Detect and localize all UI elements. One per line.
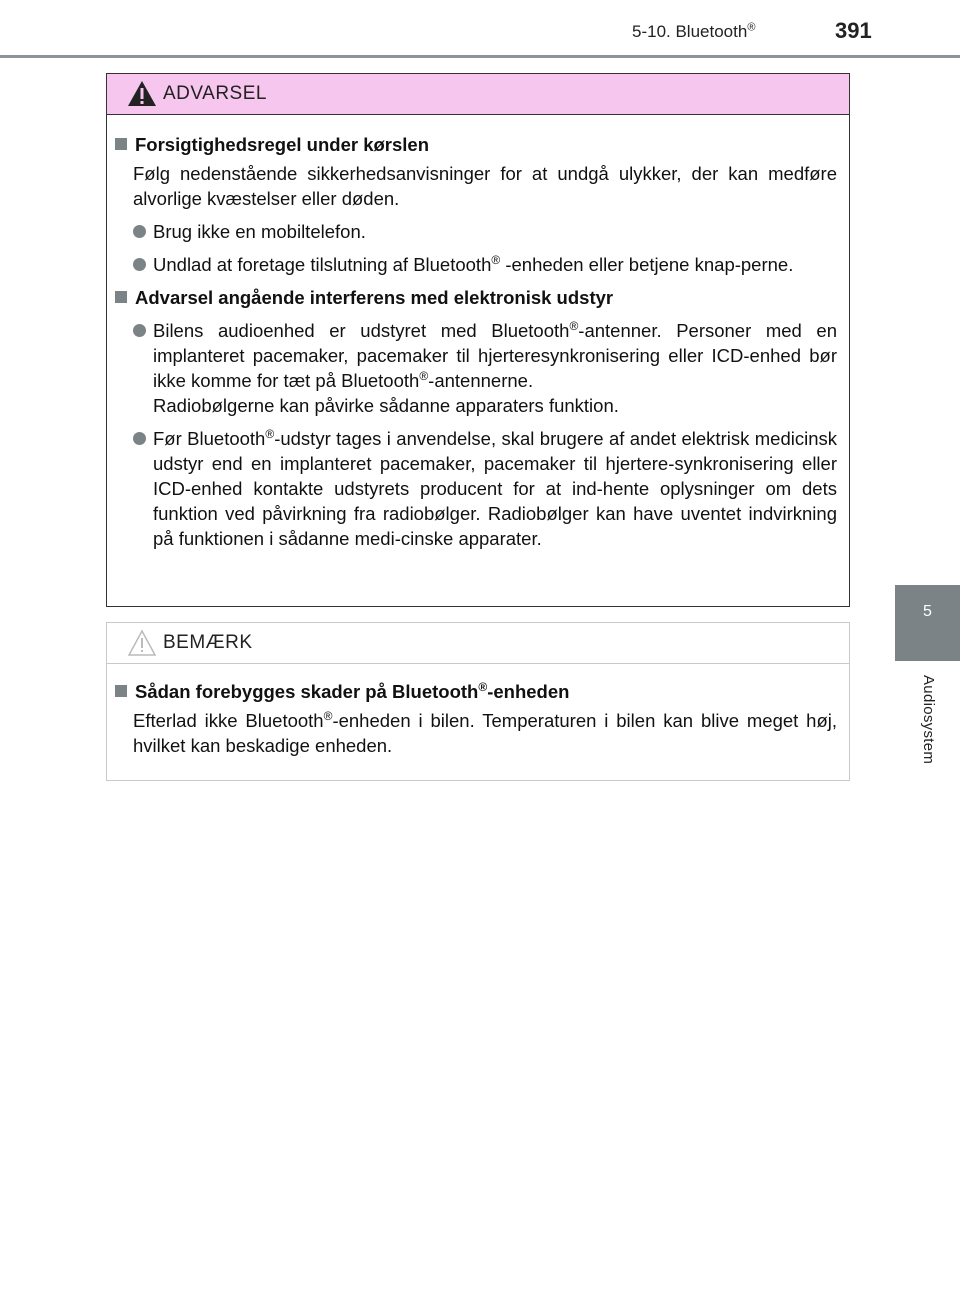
warning-heading-driving: Forsigtighedsregel under kørslen: [107, 132, 849, 157]
header-divider: [0, 55, 960, 58]
warning-heading-interference: Advarsel angående interferens med elektronisk udstyr: [107, 285, 849, 310]
note-box: [106, 622, 850, 781]
caution-outline-icon: [127, 629, 157, 657]
warning-title: ADVARSEL: [163, 83, 267, 104]
note-text: Efterlad ikke Bluetooth®-enheden i bilen. Temperaturen i bilen kan blive meget høj, hvilket kan beskadige enheden.: [133, 708, 838, 756]
round-bullet-icon: [133, 432, 146, 445]
round-bullet-icon: [133, 225, 146, 238]
square-bullet-icon: [115, 138, 127, 150]
round-bullet-icon: [133, 258, 146, 271]
note-title: BEMÆRK: [163, 632, 253, 653]
note-header: [107, 623, 849, 664]
chapter-tab: [895, 585, 960, 661]
page-number: 391: [835, 18, 872, 43]
list-item: Bilens audioenhed er udstyret med Bluetooth®-antenner. Personer med en implanteret pacemaker, pacemaker til hjerteresynkronisering eller ICD-enhed bør ikke komme for tæt på Bluetooth®-antennerne. Radiobølgerne kan påvirke sådanne apparaters funktion.: [107, 318, 849, 418]
list-item: Før Bluetooth®-udstyr tages i anvendelse, skal brugere af andet elektrisk medicinsk udstyr end en implanteret pacemaker, pacemaker til hjertere-synkronisering eller ICD-enhed kontakte udstyrets producent for at ind-hente oplysninger om dets funktion ved påvirkning fra radiobølger. Radiobølger kan have uventet indvirkning på funktionen i sådanne medi-cinske apparater.: [107, 426, 849, 551]
warning-box: [106, 73, 850, 607]
note-content: [107, 665, 849, 758]
section-title: 5-10. Bluetooth®: [632, 21, 756, 41]
warning-header: [107, 74, 849, 115]
list-item: Undlad at foretage tilslutning af Bluetooth® -enheden eller betjene knap-perne.: [107, 252, 849, 277]
round-bullet-icon: [133, 324, 146, 337]
warning-triangle-icon: [127, 80, 157, 107]
square-bullet-icon: [115, 291, 127, 303]
chapter-number: 5: [923, 603, 932, 620]
square-bullet-icon: [115, 685, 127, 697]
warning-content: [107, 116, 849, 551]
chapter-label: Audiosystem: [920, 675, 937, 765]
note-heading: Sådan forebygges skader på Bluetooth®-enheden: [107, 679, 849, 704]
list-item: Brug ikke en mobiltelefon.: [107, 219, 849, 244]
warning-intro-text: Følg nedenstående sikkerhedsanvisninger for at undgå ulykker, der kan medføre alvorlige kvæstelser eller døden.: [133, 163, 837, 209]
